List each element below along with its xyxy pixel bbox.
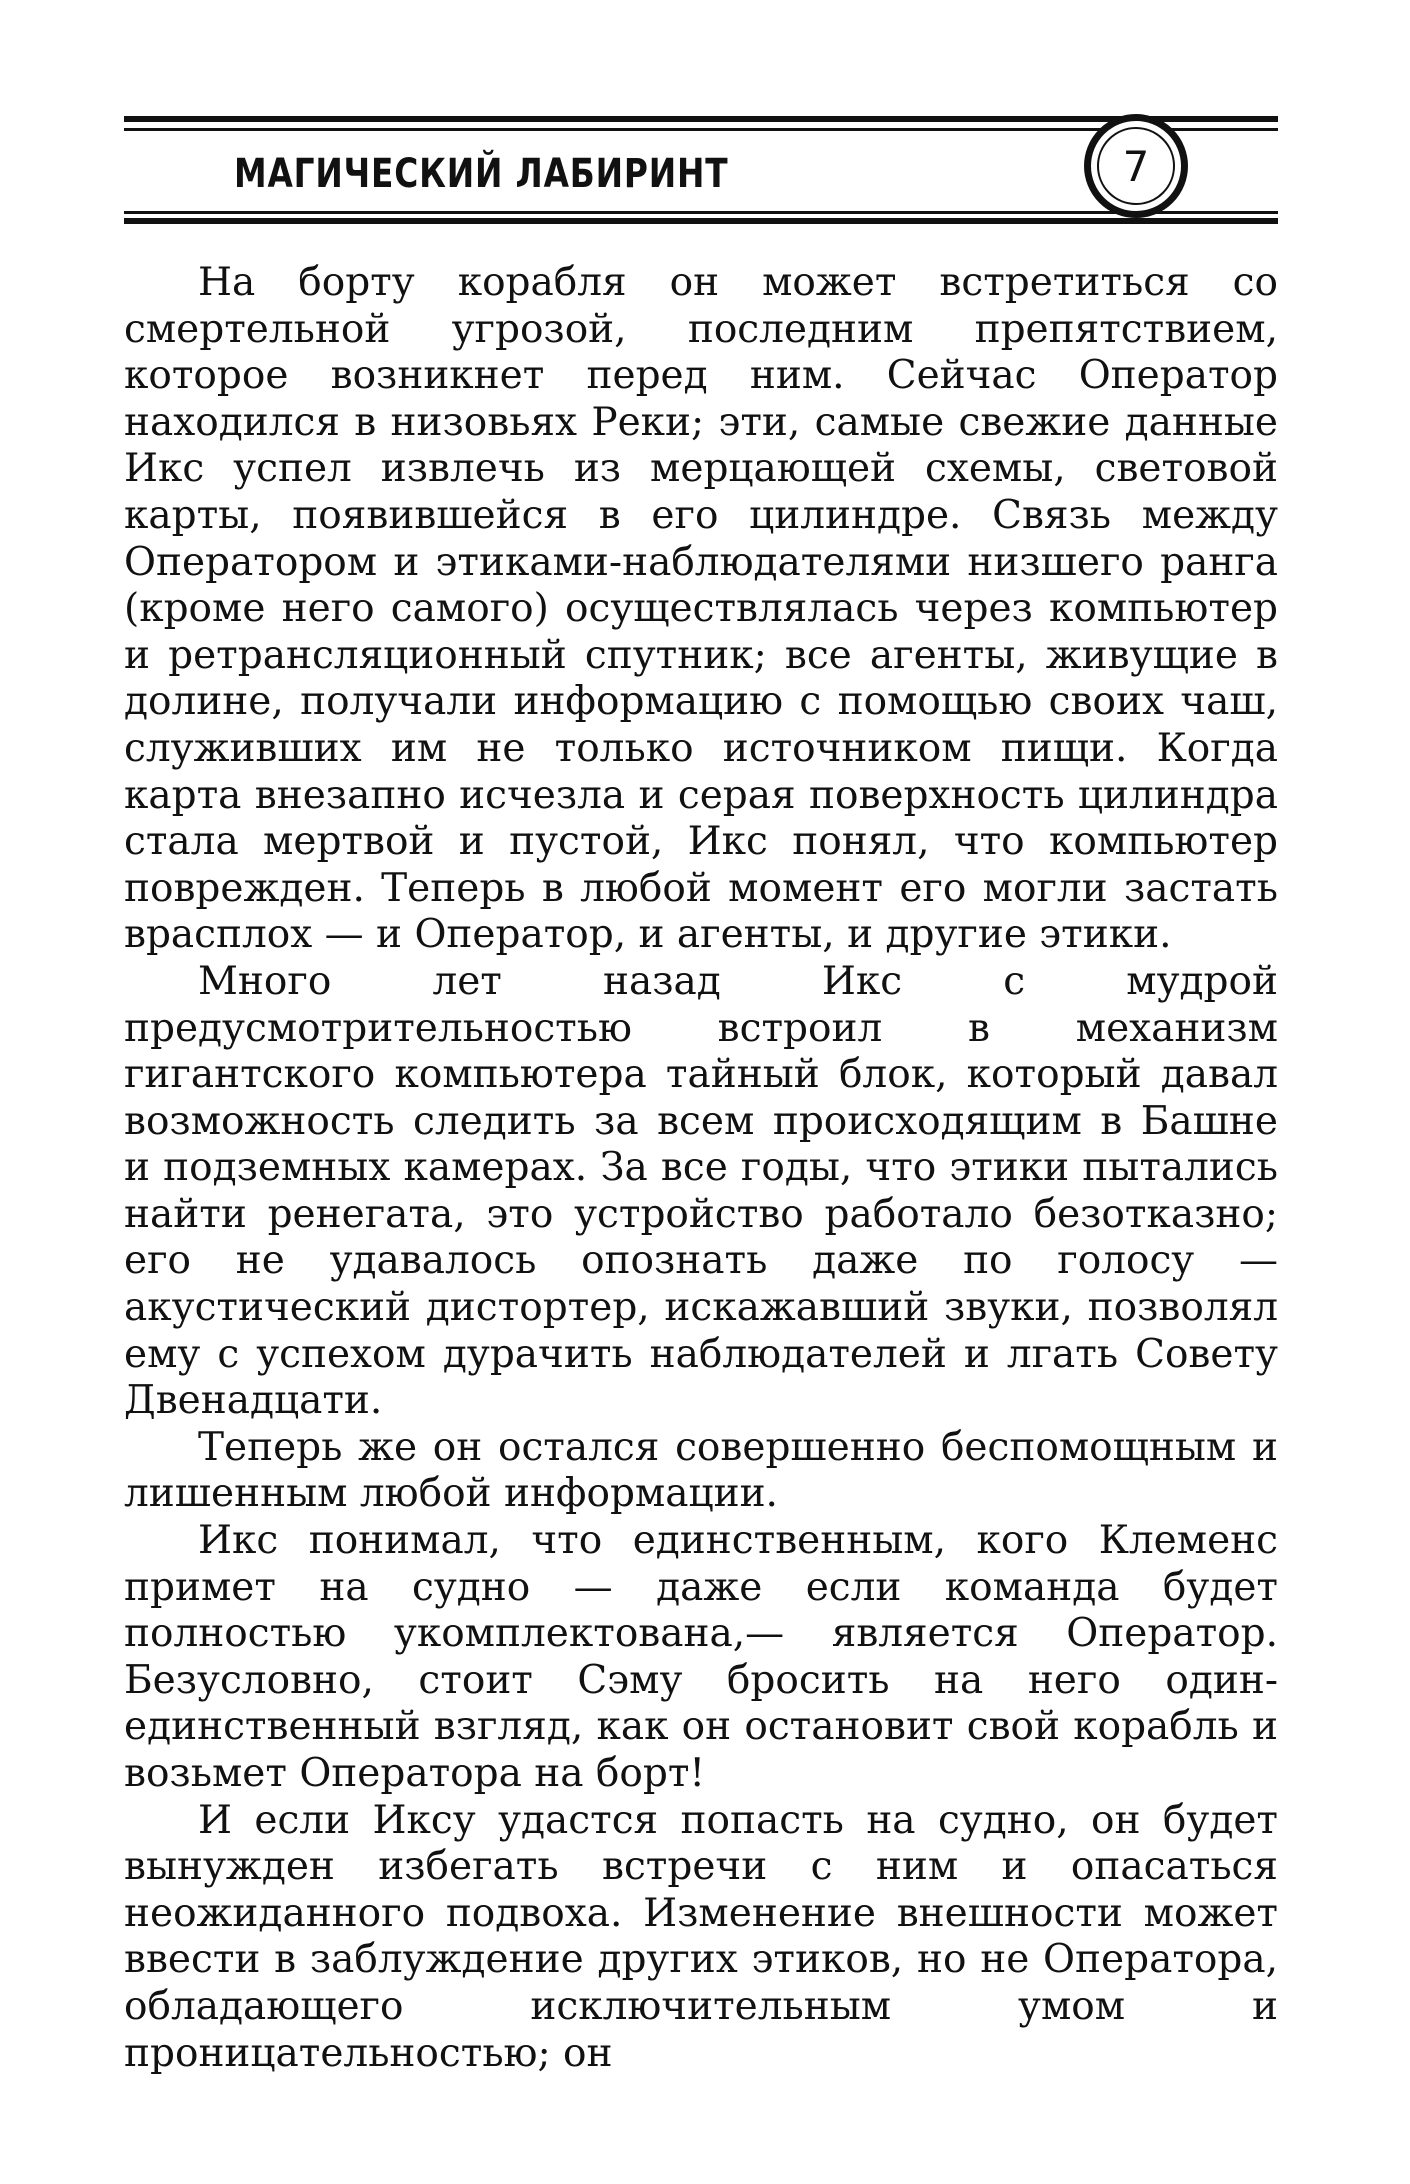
paragraph-5: И если Иксу удастся попасть на судно, он будет вынужден избегать встречи с ним и опасаться неожиданного подвоха. Изменение внешности может ввести в заблуждение других этиков, но не Оператора, обладающего исключительным умом и проницательностью; он [124, 1797, 1278, 2076]
paragraph-2: Много лет назад Икс с мудрой предусмотрительностью встроил в механизм гигантского компьютера тайный блок, который давал возможность следить за всем происходящим в Башне и подземных камерах. За все годы, что этики пытались найти ренегата, это устройство работало безотказно; его не удавалось опознать даже по голосу — акустический дистортер, искажавший звуки, позволял ему с успехом дурачить наблюдателей и лгать Совету Двенадцати. [124, 958, 1278, 1424]
body-text [124, 260, 1278, 2077]
paragraph-4: Икс понимал, что единственным, кого Клеменс примет на судно — даже если команда будет полностью укомплектована,— является Оператор. Безусловно, стоит Сэму бросить на него один-единственный взгляд, как он остановит свой корабль и возьмет Оператора на борт! [124, 1518, 1278, 1796]
header-rule-bottom-thick [124, 218, 1278, 224]
page-number: 7 [1122, 142, 1150, 191]
running-title: МАГИЧЕСКИЙ ЛАБИРИНТ [234, 151, 729, 197]
header-rule-top-thick [124, 116, 1278, 122]
page-number-badge [1084, 114, 1188, 218]
running-header [124, 108, 1278, 228]
header-rule-bottom-thin [124, 211, 1278, 214]
paragraph-1: На борту корабля он может встретиться со смертельной угрозой, последним препятствием, которое возникнет перед ним. Сейчас Оператор находился в низовьях Реки; эти, самые свежие данные Икс успел извлечь из мерцающей схемы, световой карты, появившейся в его цилиндре. Связь между Оператором и этиками-наблюдателями низшего ранга (кроме него самого) осуществлялась через компьютер и ретрансляционный спутник; все агенты, живущие в долине, получали информацию с помощью своих чаш, служивших им не только источником пищи. Когда карта внезапно исчезла и серая поверхность цилиндра стала мертвой и пустой, Икс понял, что компьютер поврежден. Теперь в любой момент его могли застать врасплох — и Оператор, и агенты, и другие этики. [124, 260, 1278, 958]
paragraph-3: Теперь же он остался совершенно беспомощным и лишенным любой информации. [124, 1424, 1278, 1517]
